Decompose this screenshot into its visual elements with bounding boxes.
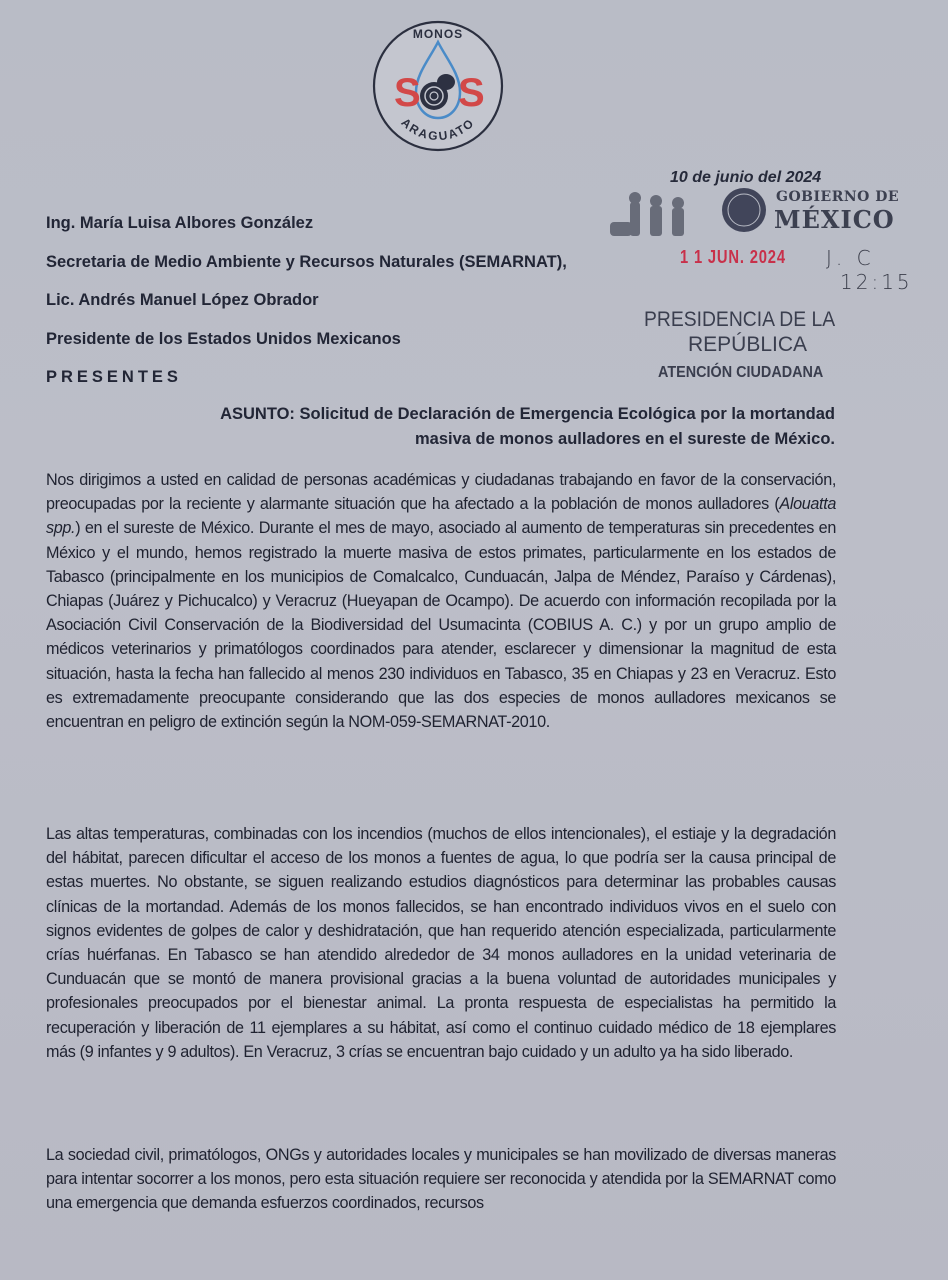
recipient-name-2: Lic. Andrés Manuel López Obrador xyxy=(46,291,319,309)
body-paragraph-3: La sociedad civil, primatólogos, ONGs y autoridades locales y municipales se han movilizado de diversas maneras para intentar socorrer a los monos, pero esta situación requiere ser reconocida y atendida por la SEMARNAT como una emergencia que demanda esfuerzos coordinados, recursos xyxy=(46,1146,836,1213)
heroes-silhouette-icon xyxy=(610,192,684,236)
logo-top-text: MONOS xyxy=(412,27,464,41)
p1-text-a: Nos dirigimos a usted en calidad de personas académicas y ciudadanas trabajando en favor de la conservación, preocupadas por la reciente y alarmante situación que ha afectado a la población de monos aulladores ( xyxy=(46,471,836,514)
recipient-title-2: Presidente de los Estados Unidos Mexicanos xyxy=(46,330,401,348)
p1-text-b: ) en el sureste de México. Durante el mes de mayo, asociado al aumento de temperaturas sin precedentes en México y el mundo, hemos registrado la muerte masiva de estos primates, particularmente en los estados de Tabasco (principalmente en los municipios de Comalcalco, Cunduacán, Jalpa de Méndez, Paraíso y Cárdenas), Chiapas (Juárez y Pichucalco) y Veracruz (Hueyapan de Ocampo). De acuerdo con información recopilada por la Asociación Civil Conservación de la Biodiversidad del Usumacinta (COBIUS A. C.) y por un grupo amplio de médicos veterinarios y primatólogos coordinados para atender, esclarecer y dimensionar la magnitud de esta situación, hasta la fecha han fallecido al menos 230 individuos en Tabasco, 35 en Chiapas y 23 en Veracruz. Esto es extremadamente preocupante considerando que las dos especies de monos aulladores mexicanos se encuentran en peligro de extinción según la NOM-059-SEMARNAT-2010. xyxy=(46,519,836,732)
body-paragraph-1 xyxy=(46,468,836,734)
gobierno-stamp-line1: GOBIERNO DE xyxy=(776,189,900,205)
received-date-stamp: 1 1 JUN. 2024 xyxy=(680,247,786,267)
presidencia-stamp-line2: REPÚBLICA xyxy=(688,333,808,356)
national-seal-icon xyxy=(722,188,766,232)
logo-s-left: S xyxy=(394,71,421,115)
handwritten-time: 12:15 xyxy=(840,270,913,294)
recipient-title-1: Secretaria de Medio Ambiente y Recursos Naturales (SEMARNAT), xyxy=(46,253,567,271)
presidencia-stamp-line1: PRESIDENCIA DE LA xyxy=(644,308,836,331)
monos-sos-araguato-logo xyxy=(370,18,506,154)
handwritten-initials: J. C xyxy=(826,246,875,270)
gobierno-stamp-line2: MÉXICO xyxy=(774,205,895,234)
species-name: Alouatta spp. xyxy=(46,495,836,538)
presidencia-stamp-line3: ATENCIÓN CIUDADANA xyxy=(658,364,824,381)
subject-block xyxy=(200,402,835,452)
logo-bottom-text: ARAGUATO xyxy=(398,115,478,144)
subject-line-2: masiva de monos aulladores en el sureste de México. xyxy=(414,430,835,448)
presentes-heading: PRESENTES xyxy=(46,368,182,386)
letter-date: 10 de junio del 2024 xyxy=(670,169,822,186)
logo-s-right: S xyxy=(458,71,485,115)
recipient-name-1: Ing. María Luisa Albores González xyxy=(46,214,314,232)
subject-line-1: ASUNTO: Solicitud de Declaración de Emergencia Ecológica por la mortandad xyxy=(220,405,835,423)
body-paragraph-2: Las altas temperaturas, combinadas con los incendios (muchos de ellos intencionales), el estiaje y la degradación del hábitat, parecen dificultar el acceso de los monos a fuentes de agua, lo que podría ser la causa principal de estas muertes. No obstante, se siguen realizando estudios diagnósticos para determinar las probables causas clínicas de la mortandad. Además de los monos fallecidos, se han encontrado individuos vivos en el suelo con signos evidentes de golpes de calor y deshidratación, que han requerido atención especializada, particularmente crías huérfanas. En Tabasco se han atendido alrededor de 34 monos aulladores en la unidad veterinaria de Cunduacán que se montó de manera provisional gracias a la buena voluntad de autoridades municipales y profesionales preocupados por el bienestar animal. La pronta respuesta de especialistas ha permitido la recuperación y liberación de 11 ejemplares a su hábitat, así como el continuo cuidado médico de 18 ejemplares más (9 infantes y 9 adultos). En Veracruz, 3 crías se encuentran bajo cuidado y un adulto ya ha sido liberado. xyxy=(46,825,836,1061)
